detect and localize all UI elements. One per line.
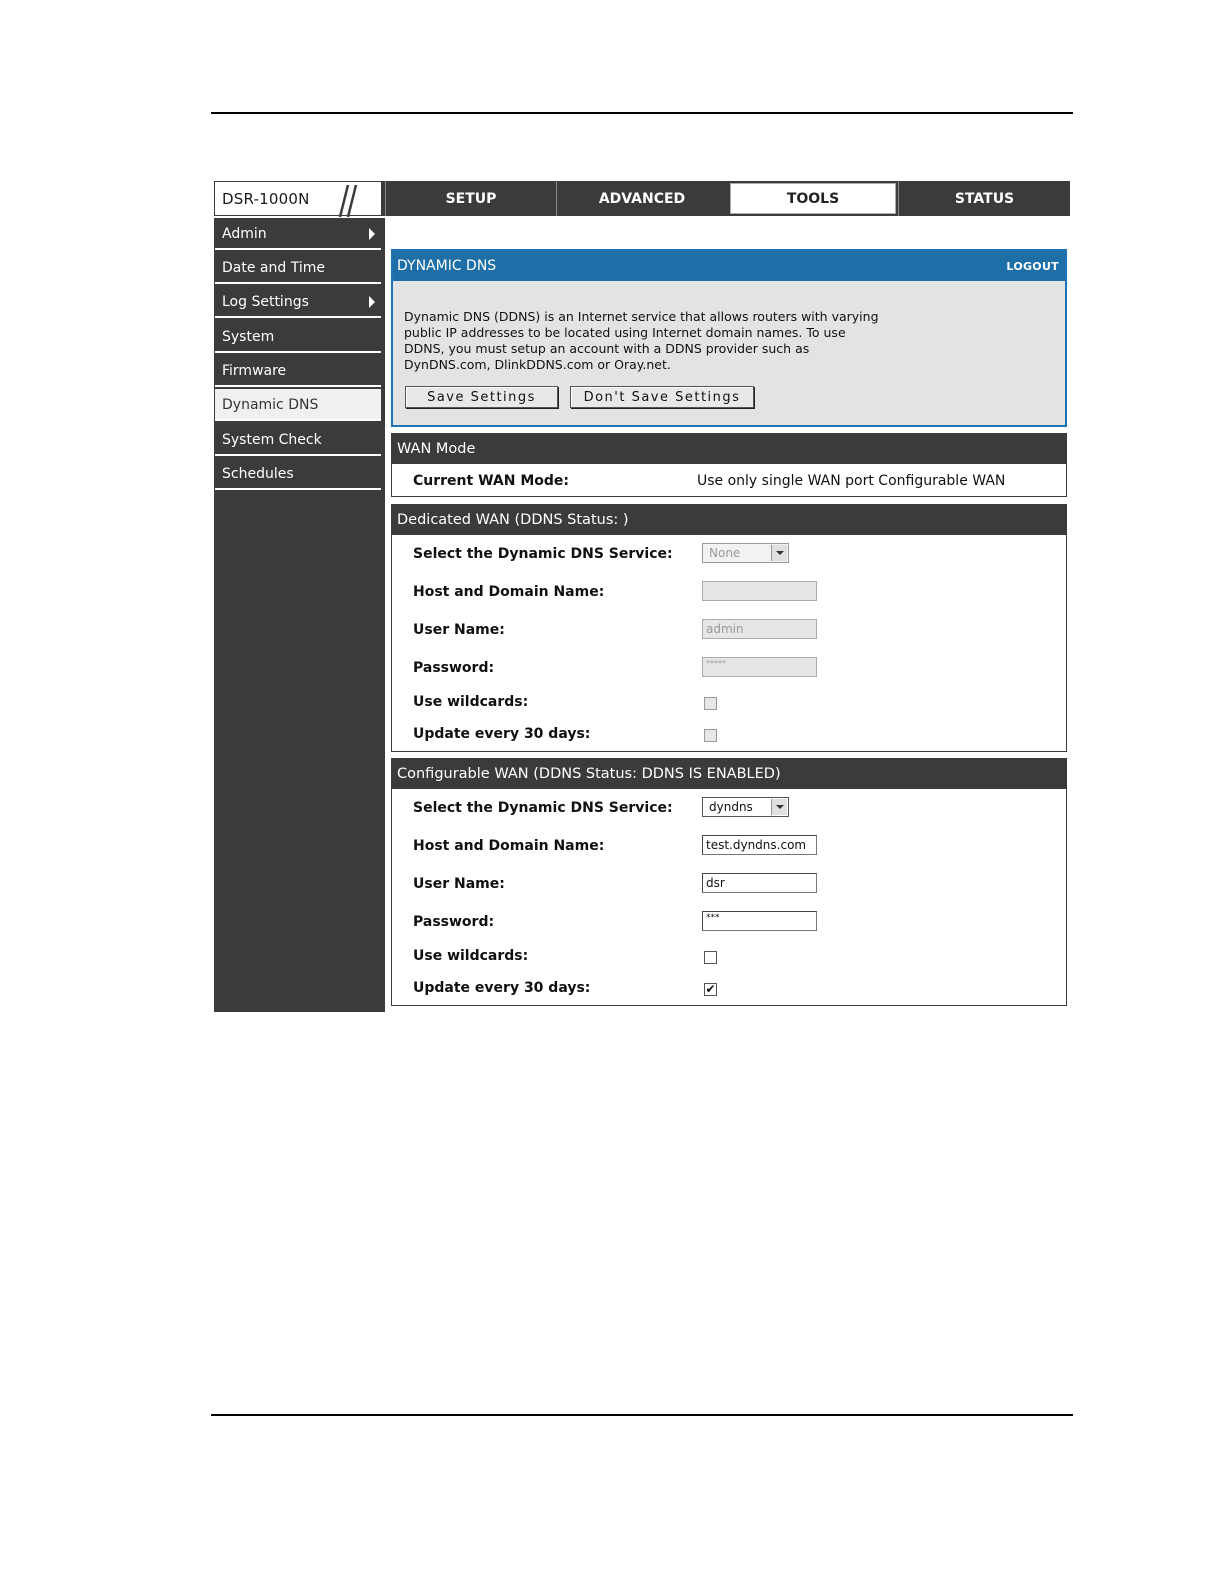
sidebar-item-label: Firmware xyxy=(222,363,287,379)
router-admin-window xyxy=(214,181,1070,1012)
brand-logo xyxy=(214,181,382,216)
use-wildcards-checkbox[interactable] xyxy=(704,697,717,710)
sidebar-item-system[interactable] xyxy=(215,321,381,353)
brand-slash-icon xyxy=(322,179,382,219)
page-title: DYNAMIC DNS xyxy=(397,258,497,274)
section-title: Configurable WAN (DDNS Status: DDNS IS ENABLED) xyxy=(392,759,1066,789)
sidebar xyxy=(214,218,385,1012)
host-domain-field[interactable] xyxy=(702,581,817,601)
user-name-field[interactable]: dsr xyxy=(702,873,817,893)
tab-setup[interactable]: SETUP xyxy=(385,181,556,216)
tab-advanced[interactable]: ADVANCED xyxy=(556,181,727,216)
logout-link[interactable]: LOGOUT xyxy=(1006,260,1059,273)
update-30-days-checkbox[interactable] xyxy=(704,729,717,742)
configurable-wan-section xyxy=(391,758,1067,1006)
dont-save-settings-button[interactable]: Don't Save Settings xyxy=(570,386,754,408)
tab-status[interactable]: STATUS xyxy=(898,181,1070,216)
select-value: dyndns xyxy=(709,800,753,814)
chevron-down-icon xyxy=(771,799,787,815)
top-nav xyxy=(385,181,1070,216)
select-value: None xyxy=(709,546,741,560)
current-wan-mode-value: Use only single WAN port Configurable WAN xyxy=(697,473,1006,489)
sidebar-item-label: Log Settings xyxy=(222,294,309,310)
use-wildcards-label: Use wildcards: xyxy=(413,948,529,964)
page-description: Dynamic DNS (DDNS) is an Internet service that allows routers with varying public IP addresses to be located using Internet domain names. To use DDNS, you must setup an account with a DDNS provider such as DynDNS.com, DlinkDDNS.com or Oray.net. xyxy=(404,309,879,372)
host-domain-label: Host and Domain Name: xyxy=(413,584,605,600)
page-top-rule xyxy=(211,112,1073,114)
wan-mode-section xyxy=(391,433,1067,497)
ddns-service-select[interactable] xyxy=(702,797,789,817)
ddns-service-label: Select the Dynamic DNS Service: xyxy=(413,800,673,816)
arrow-right-icon xyxy=(369,296,375,308)
tab-tools[interactable]: TOOLS xyxy=(728,181,898,216)
sidebar-item-date-and-time[interactable] xyxy=(215,252,381,284)
brand-name: DSR-1000N xyxy=(222,190,310,208)
panel-header xyxy=(393,251,1065,281)
section-title: Dedicated WAN (DDNS Status: ) xyxy=(392,505,1066,535)
sidebar-item-label: Admin xyxy=(222,226,267,242)
user-name-label: User Name: xyxy=(413,622,505,638)
user-name-label: User Name: xyxy=(413,876,505,892)
sidebar-item-admin[interactable] xyxy=(215,218,381,250)
update-30-days-checkbox[interactable] xyxy=(704,983,717,996)
host-domain-field[interactable]: test.dyndns.com xyxy=(702,835,817,855)
sidebar-item-label: Date and Time xyxy=(222,260,325,276)
sidebar-item-log-settings[interactable] xyxy=(215,286,381,318)
password-label: Password: xyxy=(413,660,495,676)
sidebar-item-firmware[interactable] xyxy=(215,355,381,387)
page-bottom-rule xyxy=(211,1414,1073,1416)
sidebar-item-label: Schedules xyxy=(222,466,294,482)
sidebar-item-system-check[interactable] xyxy=(215,424,381,456)
check-icon: ✔ xyxy=(705,982,716,996)
chevron-down-icon xyxy=(771,545,787,561)
user-name-field[interactable]: admin xyxy=(702,619,817,639)
section-title: WAN Mode xyxy=(392,434,1066,464)
sidebar-item-label: System xyxy=(222,329,275,345)
update-30-days-label: Update every 30 days: xyxy=(413,980,591,996)
sidebar-item-dynamic-dns[interactable] xyxy=(215,389,381,421)
save-settings-button[interactable]: Save Settings xyxy=(405,386,558,408)
password-field[interactable]: *** xyxy=(702,911,817,931)
ddns-service-select[interactable] xyxy=(702,543,789,563)
password-field[interactable]: ***** xyxy=(702,657,817,677)
ddns-service-label: Select the Dynamic DNS Service: xyxy=(413,546,673,562)
sidebar-item-schedules[interactable] xyxy=(215,458,381,490)
use-wildcards-checkbox[interactable] xyxy=(704,951,717,964)
dynamic-dns-panel xyxy=(391,249,1067,427)
sidebar-item-label: Dynamic DNS xyxy=(222,397,319,413)
password-label: Password: xyxy=(413,914,495,930)
sidebar-item-label: System Check xyxy=(222,432,322,448)
update-30-days-label: Update every 30 days: xyxy=(413,726,591,742)
arrow-right-icon xyxy=(369,228,375,240)
use-wildcards-label: Use wildcards: xyxy=(413,694,529,710)
dedicated-wan-section xyxy=(391,504,1067,752)
current-wan-mode-label: Current WAN Mode: xyxy=(413,473,569,489)
host-domain-label: Host and Domain Name: xyxy=(413,838,605,854)
